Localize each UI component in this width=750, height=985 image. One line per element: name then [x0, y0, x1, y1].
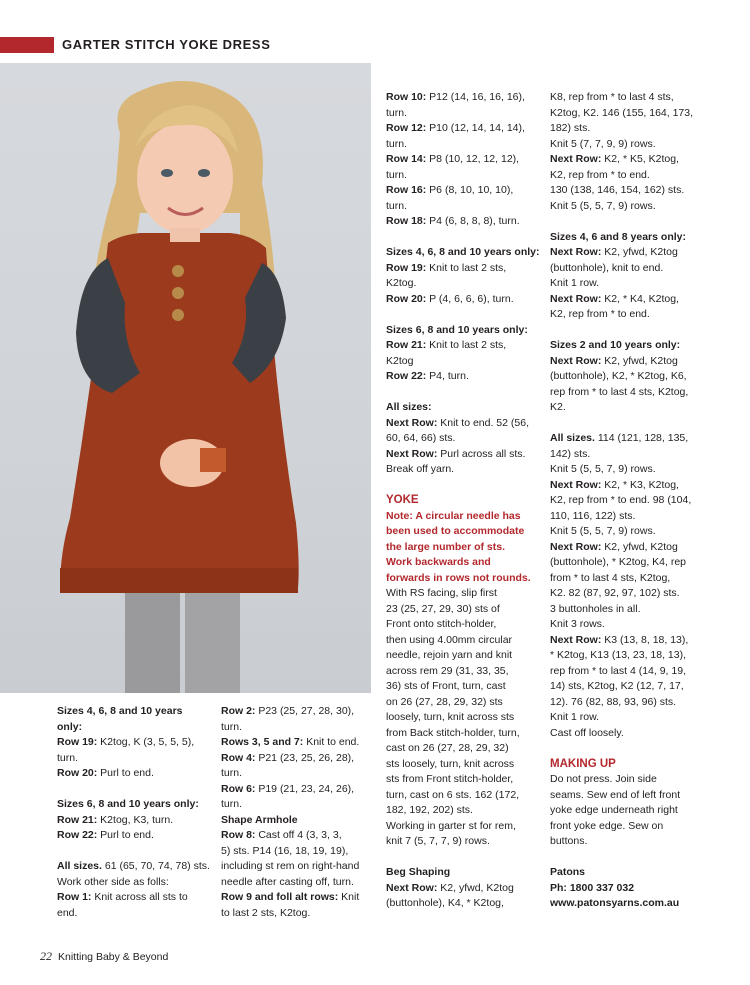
- pattern-line: 110, 116, 122) sts.: [550, 509, 636, 522]
- pattern-line: Do not press. Join side: [550, 773, 657, 785]
- header-accent-bar: [0, 37, 54, 53]
- pattern-row: Next Row: K2, * K4, K2tog,: [550, 292, 679, 305]
- pattern-line: rep from * to last 4 sts, K2tog,: [550, 385, 689, 398]
- pattern-line: sts from Front stitch-holder,: [386, 773, 514, 785]
- pattern-line: turn.: [221, 720, 243, 733]
- pattern-line: Knit 1 row.: [550, 711, 600, 723]
- size-heading: All sizes:: [386, 401, 432, 413]
- pattern-line: including st rem on right-hand: [221, 860, 360, 872]
- face: [137, 122, 233, 234]
- neck: [170, 228, 200, 242]
- pattern-row: Row 20: Purl to end.: [57, 767, 154, 779]
- pattern-line: from Back stitch-holder, turn,: [386, 726, 520, 739]
- leg-right: [185, 593, 240, 693]
- pattern-row: Next Row: K2, yfwd, K2tog: [386, 881, 514, 894]
- size-heading: Sizes 4, 6 and 8 years only:: [550, 230, 686, 243]
- size-heading: Sizes 4, 6, 8 and 10 years only:: [386, 246, 540, 258]
- pattern-line: K2.: [550, 401, 566, 413]
- pattern-line: needle, rejoin yarn and knit: [386, 649, 513, 661]
- pattern-line: turn.: [386, 106, 408, 119]
- pattern-row: Row 19: Knit to last 2 sts,: [386, 261, 507, 274]
- pattern-line: 3 buttonholes in all.: [550, 602, 641, 615]
- eye-right: [198, 169, 210, 177]
- section-subheading: Beg Shaping: [386, 866, 451, 878]
- pattern-line: seams. Sew end of left front: [550, 788, 681, 801]
- pattern-line: cast on 26 (27, 28, 29, 32): [386, 742, 509, 754]
- pattern-line: Break off yarn.: [386, 463, 455, 475]
- brand-website: www.patonsyarns.com.au: [550, 897, 680, 909]
- pattern-line: Knit 5 (5, 5, 7, 9) rows.: [550, 525, 656, 537]
- page-footer: [40, 949, 168, 964]
- pattern-line: Knit 5 (7, 7, 9, 9) rows.: [550, 137, 656, 150]
- column-2: [221, 704, 371, 921]
- pattern-line: Knit 1 row.: [550, 277, 600, 289]
- pattern-line: K2, rep from * to end.: [550, 168, 650, 181]
- pattern-line: 142) sts.: [550, 447, 591, 460]
- brand-name: Patons: [550, 866, 586, 878]
- brand-phone: Ph: 1800 337 032: [550, 881, 635, 894]
- pattern-row: Row 22: P4, turn.: [386, 370, 469, 382]
- pattern-line: K2tog: [386, 354, 414, 367]
- pattern-line: buttons.: [550, 835, 588, 847]
- pattern-line: across rem 29 (31, 33, 35,: [386, 664, 509, 677]
- pattern-line: K2tog, K2. 146 (155, 164, 173,: [550, 106, 694, 119]
- pattern-line: * K2tog, K13 (13, 23, 18, 13),: [550, 649, 687, 661]
- yoke-note: the large number of sts.: [386, 540, 506, 553]
- pattern-line: Knit 5 (5, 5, 7, 9) rows.: [550, 199, 656, 212]
- page-number: 22: [40, 949, 52, 963]
- pattern-line: to last 2 sts, K2tog.: [221, 906, 311, 919]
- pattern-line: (buttonhole), K4, * K2tog,: [386, 897, 504, 909]
- pattern-line: turn, cast on 6 sts. 162 (172,: [386, 788, 520, 801]
- pattern-row: Next Row: Purl across all sts.: [386, 447, 526, 460]
- pattern-line: 130 (138, 146, 154, 162) sts.: [550, 184, 685, 196]
- pattern-row: Row 2: P23 (25, 27, 28, 30),: [221, 705, 355, 717]
- pattern-line: yoke edge underneath right: [550, 804, 678, 816]
- photo-girl-in-dress: [0, 63, 371, 693]
- pattern-row: All sizes. 114 (121, 128, 135,: [550, 432, 689, 444]
- pattern-line: 182, 192, 202) sts.: [386, 804, 473, 816]
- pattern-row: Next Row: K2, yfwd, K2tog: [550, 540, 678, 553]
- pattern-line: Knit 3 rows.: [550, 618, 605, 630]
- pattern-line: needle after casting off, turn.: [221, 875, 354, 888]
- pattern-row: Row 14: P8 (10, 12, 12, 12),: [386, 153, 520, 165]
- toy-block: [200, 448, 226, 472]
- pattern-row: Next Row: K2, yfwd, K2tog: [550, 354, 678, 367]
- eye-left: [161, 169, 173, 177]
- pattern-row: Row 21: K2tog, K3, turn.: [57, 813, 174, 826]
- size-heading: Sizes 2 and 10 years only:: [550, 339, 681, 351]
- pattern-line: K2tog.: [386, 277, 417, 289]
- publication-name: Knitting Baby & Beyond: [58, 951, 169, 963]
- pattern-line: sts loosely, turn, knit across: [386, 757, 515, 770]
- column-4: [550, 90, 705, 912]
- pattern-line: end.: [57, 906, 78, 919]
- pattern-row: Row 8: Cast off 4 (3, 3, 3,: [221, 829, 342, 841]
- pattern-row: Row 18: P4 (6, 8, 8, 8), turn.: [386, 215, 520, 227]
- pattern-line: from * to last 4 sts, K2tog,: [550, 571, 671, 584]
- pattern-line: rep from * to last 4 (14, 9, 19,: [550, 664, 686, 677]
- button-2: [172, 287, 184, 299]
- pattern-row: Row 1: Knit across all sts to: [57, 891, 188, 903]
- button-1: [172, 265, 184, 277]
- pattern-line: then using 4.00mm circular: [386, 633, 513, 646]
- pattern-row: Row 22: Purl to end.: [57, 829, 154, 841]
- pattern-line: K2. 82 (87, 92, 97, 102) sts.: [550, 587, 680, 599]
- size-heading-cont: only:: [57, 720, 83, 733]
- pattern-line: 182) sts.: [550, 122, 591, 134]
- pattern-line: (buttonhole), * K2tog, K4, rep: [550, 556, 687, 568]
- size-heading: Sizes 4, 6, 8 and 10 years: [57, 705, 183, 717]
- pattern-line: (buttonhole), K2, * K2tog, K6,: [550, 370, 687, 382]
- pattern-line: turn.: [57, 751, 79, 764]
- pattern-line: turn.: [221, 798, 243, 810]
- pattern-line: 12). 76 (82, 88, 93, 96) sts.: [550, 695, 677, 708]
- button-3: [172, 309, 184, 321]
- section-subheading: Shape Armhole: [221, 813, 298, 826]
- pattern-line: 60, 64, 66) sts.: [386, 432, 456, 444]
- pattern-row: Row 21: Knit to last 2 sts,: [386, 339, 507, 351]
- pattern-line: 5) sts. P14 (16, 18, 19, 19),: [221, 844, 349, 857]
- section-heading-making-up: MAKING UP: [550, 757, 616, 770]
- pattern-line: K2, rep from * to end. 98 (104,: [550, 494, 692, 506]
- pattern-row: Row 16: P6 (8, 10, 10, 10),: [386, 184, 514, 196]
- pattern-line: knit 7 (5, 7, 7, 9) rows.: [386, 835, 490, 847]
- pattern-line: K2, rep from * to end.: [550, 308, 650, 320]
- pattern-line: Knit 5 (5, 5, 7, 9) rows.: [550, 463, 656, 475]
- pattern-row: Row 20: P (4, 6, 6, 6), turn.: [386, 292, 514, 305]
- column-3: [386, 90, 540, 912]
- pattern-line: 23 (25, 27, 29, 30) sts of: [386, 602, 500, 615]
- pattern-row: Row 19: K2tog, K (3, 5, 5, 5),: [57, 736, 195, 748]
- pattern-line: With RS facing, slip first: [386, 587, 497, 599]
- pattern-line: 36) sts of Front, turn, cast: [386, 680, 506, 692]
- pattern-line: Front onto stitch-holder,: [386, 618, 497, 630]
- pattern-row: All sizes. 61 (65, 70, 74, 78) sts.: [57, 860, 210, 872]
- dress-hem: [60, 568, 298, 593]
- pattern-line: Working in garter st for rem,: [386, 819, 516, 832]
- pattern-line: turn.: [386, 168, 408, 181]
- yoke-note: been used to accommodate: [386, 525, 525, 537]
- pattern-row: Next Row: K3 (13, 8, 18, 13),: [550, 633, 689, 646]
- pattern-row: Next Row: Knit to end. 52 (56,: [386, 416, 529, 429]
- pattern-row: Next Row: K2, yfwd, K2tog: [550, 246, 678, 258]
- yoke-note: Note: A circular needle has: [386, 509, 521, 522]
- size-heading: Sizes 6, 8 and 10 years only:: [386, 323, 528, 336]
- pattern-line: Work other side as folls:: [57, 875, 169, 888]
- pattern-line: turn.: [221, 767, 243, 779]
- pattern-row: Rows 3, 5 and 7: Knit to end.: [221, 736, 360, 748]
- pattern-row: Row 4: P21 (23, 25, 26, 28),: [221, 751, 355, 764]
- pattern-row: Row 12: P10 (12, 14, 14, 14),: [386, 122, 525, 134]
- pattern-row: Next Row: K2, * K5, K2tog,: [550, 153, 679, 165]
- size-heading: Sizes 6, 8 and 10 years only:: [57, 798, 199, 810]
- section-heading-yoke: YOKE: [386, 494, 419, 506]
- pattern-line: 14) sts, K2tog, K2 (12, 7, 17,: [550, 680, 684, 692]
- yoke-note: Work backwards and: [386, 556, 491, 568]
- yoke-note: forwards in rows not rounds.: [386, 571, 531, 584]
- pattern-line: turn.: [386, 199, 408, 212]
- pattern-line: K8, rep from * to last 4 sts,: [550, 91, 674, 103]
- pattern-row: Row 6: P19 (21, 23, 24, 26),: [221, 782, 355, 795]
- leg-left: [125, 593, 180, 693]
- pattern-row: Next Row: K2, * K3, K2tog,: [550, 478, 679, 491]
- pattern-row: Row 10: P12 (14, 16, 16, 16),: [386, 91, 525, 103]
- pattern-line: Cast off loosely.: [550, 726, 624, 739]
- pattern-row: Row 9 and foll alt rows: Knit: [221, 891, 360, 903]
- pattern-line: on 26 (27, 28, 29, 32) sts: [386, 695, 503, 708]
- pattern-line: loosely, turn, knit across sts: [386, 711, 515, 723]
- page-title: GARTER STITCH YOKE DRESS: [62, 37, 271, 52]
- pattern-line: (buttonhole), knit to end.: [550, 261, 664, 274]
- pattern-line: front yoke edge. Sew on: [550, 819, 664, 832]
- pattern-line: turn.: [386, 137, 408, 150]
- photo-illustration: [0, 63, 371, 693]
- column-1: [57, 704, 217, 921]
